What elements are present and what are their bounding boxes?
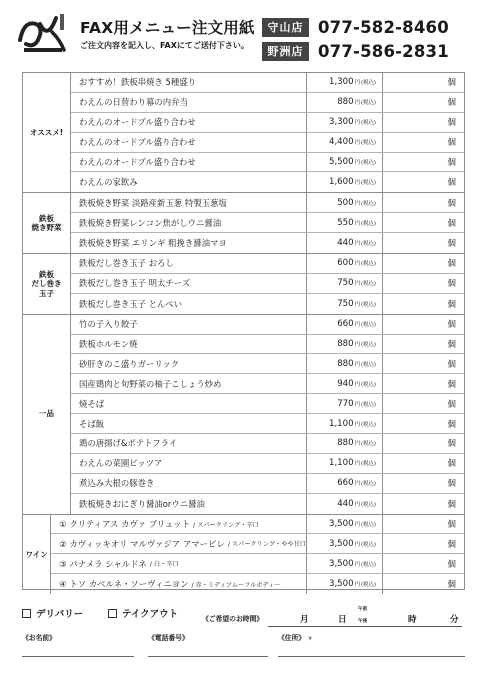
menu-row <box>71 414 464 434</box>
quantity-field[interactable] <box>382 193 464 212</box>
quantity-field[interactable] <box>382 274 464 293</box>
quantity-unit: 個 <box>447 98 456 109</box>
tax-label: (税込) <box>361 281 376 288</box>
yen-label: 円 <box>354 541 360 548</box>
quantity-field[interactable] <box>382 113 464 132</box>
quantity-field[interactable] <box>382 172 464 192</box>
item-name: 鉄板焼き野菜 エリンギ 粗挽き醤油マヨ <box>79 238 227 249</box>
quantity-unit: 個 <box>447 138 456 149</box>
item-price: 880 <box>337 438 354 449</box>
item-price-cell <box>306 454 382 473</box>
name-label: 《お名前》 <box>22 634 56 642</box>
item-name-cell <box>71 454 306 473</box>
quantity-unit: 個 <box>447 580 456 591</box>
quantity-field[interactable] <box>382 213 464 232</box>
menu-row <box>71 354 464 374</box>
item-name-cell <box>51 554 306 573</box>
logo <box>16 10 68 54</box>
yen-label: 円 <box>354 281 360 288</box>
menu-group <box>23 73 464 193</box>
category-label: 一品 <box>23 315 71 514</box>
item-price-cell <box>306 534 382 553</box>
item-name-cell <box>71 193 306 212</box>
quantity-unit: 個 <box>447 218 456 229</box>
category-label: 鉄板 だし巻き 玉子 <box>23 254 71 314</box>
item-name: ④ トソ カベルネ・ソーヴィニヨン <box>59 579 189 590</box>
quantity-field[interactable] <box>382 554 464 573</box>
item-name-cell <box>71 93 306 112</box>
item-price-cell <box>306 374 382 393</box>
item-price: 500 <box>337 197 354 208</box>
item-name: ② カヴィッキオリ マルヴァジア アマービレ <box>59 538 225 549</box>
item-name: 砂肝きのこ盛りガーリック <box>79 358 180 369</box>
yen-label: 円 <box>354 140 360 147</box>
menu-rows <box>71 73 464 192</box>
quantity-unit: 個 <box>447 259 456 270</box>
store-name: 野洲店 <box>262 42 309 61</box>
tax-label: (税込) <box>361 342 376 349</box>
menu-group <box>23 315 464 515</box>
tax-label: (税込) <box>361 561 376 568</box>
tax-label: (税込) <box>361 301 376 308</box>
item-price: 660 <box>337 319 354 330</box>
tax-label: (税込) <box>361 200 376 207</box>
menu-row <box>71 374 464 394</box>
item-name: ① クリティアス カヴァ ブリュット <box>59 519 191 530</box>
item-name: 鉄板ホルモン焼 <box>79 339 138 350</box>
menu-row <box>71 434 464 454</box>
takeout-option[interactable] <box>108 606 178 620</box>
menu-rows <box>71 193 464 253</box>
quantity-field[interactable] <box>382 254 464 273</box>
quantity-unit: 個 <box>447 340 456 351</box>
item-price: 3,500 <box>328 579 354 590</box>
chevron-down-icon: ▼ <box>308 636 313 642</box>
tax-label: (税込) <box>361 421 376 428</box>
store-phone: 077-582-8460 <box>318 17 449 37</box>
item-price-cell <box>306 113 382 132</box>
item-name-cell <box>71 233 306 253</box>
menu-row <box>71 233 464 253</box>
quantity-unit: 個 <box>447 78 456 89</box>
item-note: / 赤・ミディアム〜フルボディ〜 <box>191 581 281 589</box>
yen-label: 円 <box>354 301 360 308</box>
quantity-field[interactable] <box>382 93 464 112</box>
quantity-unit: 個 <box>447 118 456 129</box>
form-title: FAX用メニュー注文用紙 <box>80 19 255 37</box>
item-name: わえんのオードブル盛り合わせ <box>79 137 196 148</box>
item-name-cell <box>71 374 306 393</box>
store-yasu <box>262 40 449 62</box>
item-name-cell <box>71 254 306 273</box>
address-label: 《住所》 <box>278 634 306 642</box>
item-price-cell <box>306 233 382 253</box>
menu-row <box>51 574 464 594</box>
time-field[interactable] <box>268 626 462 627</box>
menu-row <box>71 193 464 213</box>
item-price: 3,500 <box>328 558 354 569</box>
item-price: 3,500 <box>328 519 354 530</box>
item-name: わえんのオードブル盛り合わせ <box>79 157 196 167</box>
item-price: 880 <box>337 339 354 350</box>
month-unit: 月 <box>300 615 309 625</box>
quantity-field[interactable] <box>382 454 464 473</box>
pm-label: 午後 <box>358 619 368 624</box>
delivery-label: デリバリー <box>36 609 84 620</box>
quantity-unit: 個 <box>447 439 456 450</box>
item-price: 1,100 <box>328 418 354 429</box>
tax-label: (税込) <box>361 381 376 388</box>
menu-rows <box>51 515 464 595</box>
hour-unit: 時 <box>408 615 417 625</box>
takeout-checkbox[interactable] <box>108 609 117 618</box>
yen-label: 円 <box>354 361 360 368</box>
order-footer <box>22 598 465 670</box>
item-name-cell <box>71 133 306 152</box>
item-name-cell <box>71 113 306 132</box>
item-name: 鶏の唐揚げ&ポテトフライ <box>79 438 178 449</box>
item-price: 550 <box>337 217 354 228</box>
item-price: 1,100 <box>328 458 354 469</box>
item-price-cell <box>306 294 382 314</box>
item-name: 鉄板だし巻き玉子 とんぺい <box>79 298 182 309</box>
item-price-cell <box>306 315 382 334</box>
tax-label: (税込) <box>361 140 376 147</box>
takeout-label: テイクアウト <box>122 609 179 620</box>
quantity-field[interactable] <box>382 434 464 453</box>
store-moriyama <box>262 16 449 38</box>
quantity-field[interactable] <box>382 394 464 413</box>
item-price: 600 <box>337 258 354 269</box>
tax-label: (税込) <box>361 261 376 268</box>
item-name-cell <box>71 274 306 293</box>
category-label: 鉄板 焼き野菜 <box>23 193 71 253</box>
item-price-cell <box>306 335 382 354</box>
menu-row <box>51 534 464 554</box>
menu-row <box>51 554 464 574</box>
item-price-cell <box>306 133 382 152</box>
item-price-cell <box>306 213 382 232</box>
item-name-cell <box>71 335 306 354</box>
menu-group <box>23 515 464 595</box>
tax-label: (税込) <box>361 522 376 529</box>
quantity-unit: 個 <box>447 479 456 490</box>
item-name-cell <box>71 414 306 433</box>
item-price: 1,300 <box>328 77 354 88</box>
item-price: 5,500 <box>328 157 354 167</box>
item-price-cell <box>306 574 382 594</box>
name-field[interactable] <box>22 656 134 657</box>
menu-row <box>71 254 464 274</box>
yen-label: 円 <box>354 100 360 107</box>
menu-row <box>71 335 464 355</box>
quantity-unit: 個 <box>447 359 456 370</box>
item-price-cell <box>306 494 382 514</box>
quantity-field[interactable] <box>382 534 464 553</box>
item-name: そば飯 <box>79 418 105 429</box>
item-price: 440 <box>337 498 354 509</box>
quantity-field[interactable] <box>382 315 464 334</box>
item-price: 880 <box>337 97 354 108</box>
item-price: 750 <box>337 298 354 309</box>
item-name: 鉄板焼き野菜レンコン焦がしウニ醤油 <box>79 217 222 228</box>
tax-label: (税込) <box>361 481 376 488</box>
menu-row <box>71 213 464 233</box>
quantity-unit: 個 <box>447 520 456 531</box>
item-price-cell <box>306 153 382 172</box>
quantity-unit: 個 <box>447 198 456 209</box>
menu-group <box>23 193 464 254</box>
yen-label: 円 <box>354 200 360 207</box>
item-name: 鉄板焼きおにぎり醤油orウニ醤油 <box>79 498 205 509</box>
item-name: 竹の子入り餃子 <box>79 319 138 330</box>
item-price-cell <box>306 172 382 192</box>
yen-label: 円 <box>354 561 360 568</box>
yen-label: 円 <box>354 522 360 529</box>
menu-row <box>71 153 464 173</box>
quantity-field[interactable] <box>382 233 464 253</box>
quantity-unit: 個 <box>447 459 456 470</box>
item-price: 1,600 <box>328 177 354 188</box>
item-name-cell <box>51 515 306 534</box>
yen-label: 円 <box>354 180 360 187</box>
item-name: 鉄板だし巻き玉子 明太チーズ <box>79 278 191 289</box>
yen-label: 円 <box>354 441 360 448</box>
menu-row <box>71 394 464 414</box>
quantity-field[interactable] <box>382 494 464 514</box>
quantity-field[interactable] <box>382 374 464 393</box>
item-name: 煮込み大根の豚巻き <box>79 478 155 489</box>
menu-row <box>71 454 464 474</box>
menu-row <box>71 315 464 335</box>
item-note: / 白・辛口 <box>149 561 179 569</box>
header <box>0 0 480 62</box>
quantity-field[interactable] <box>382 354 464 373</box>
yen-label: 円 <box>354 241 360 248</box>
quantity-unit: 個 <box>447 299 456 310</box>
menu-row <box>71 133 464 153</box>
category-label: ワイン <box>23 515 51 595</box>
quantity-unit: 個 <box>447 379 456 390</box>
tax-label: (税込) <box>361 220 376 227</box>
tax-label: (税込) <box>361 461 376 468</box>
yen-label: 円 <box>354 322 360 329</box>
tax-label: (税込) <box>361 501 376 508</box>
menu-row <box>71 113 464 133</box>
item-price-cell <box>306 394 382 413</box>
item-name-cell <box>71 394 306 413</box>
item-price: 3,300 <box>328 117 354 128</box>
tax-label: (税込) <box>361 322 376 329</box>
address-field-label <box>278 632 312 642</box>
phone-label: 《電話番号》 <box>148 634 189 642</box>
item-name-cell <box>71 153 306 172</box>
tax-label: (税込) <box>361 541 376 548</box>
item-name-cell <box>71 73 306 92</box>
tax-label: (税込) <box>361 401 376 408</box>
item-price-cell <box>306 434 382 453</box>
quantity-unit: 個 <box>447 279 456 290</box>
form-subtitle: ご注文内容を記入し、FAXにてご送付下さい。 <box>80 41 249 50</box>
item-note: / スパークリング・やや甘口 <box>227 541 306 549</box>
item-price: 3,500 <box>328 538 354 549</box>
day-unit: 日 <box>338 615 347 625</box>
quantity-field[interactable] <box>382 515 464 534</box>
item-price-cell <box>306 274 382 293</box>
item-price-cell <box>306 474 382 493</box>
quantity-field[interactable] <box>382 474 464 493</box>
item-name-cell <box>71 354 306 373</box>
quantity-field[interactable] <box>382 335 464 354</box>
item-price-cell <box>306 354 382 373</box>
yen-label: 円 <box>354 501 360 508</box>
menu-table <box>22 72 465 590</box>
item-price-cell <box>306 193 382 212</box>
item-name: わえんの日替わり幕の内弁当 <box>79 97 188 108</box>
menu-row <box>71 172 464 192</box>
item-name: ③ パナメラ シャルドネ <box>59 558 147 569</box>
quantity-unit: 個 <box>447 539 456 550</box>
item-price: 770 <box>337 398 354 409</box>
tax-label: (税込) <box>361 100 376 107</box>
quantity-field[interactable] <box>382 294 464 314</box>
tax-label: (税込) <box>361 160 376 166</box>
menu-row <box>71 294 464 314</box>
menu-row <box>71 73 464 93</box>
store-name: 守山店 <box>262 18 309 37</box>
quantity-unit: 個 <box>447 399 456 410</box>
item-name-cell <box>71 494 306 514</box>
quantity-unit: 個 <box>447 419 456 430</box>
quantity-unit: 個 <box>447 320 456 331</box>
item-price: 440 <box>337 238 354 249</box>
address-field[interactable] <box>278 656 465 657</box>
item-price-cell <box>306 414 382 433</box>
time-label: 《ご希望のお時間》 <box>202 615 264 623</box>
tax-label: (税込) <box>361 120 376 127</box>
menu-group <box>23 254 464 315</box>
minute-unit: 分 <box>450 615 459 625</box>
item-name: わえんのオードブル盛り合わせ <box>79 117 196 128</box>
item-name-cell <box>51 534 306 553</box>
quantity-field[interactable] <box>382 73 464 92</box>
item-name-cell <box>71 315 306 334</box>
tax-label: (税込) <box>361 241 376 248</box>
yen-label: 円 <box>354 120 360 127</box>
item-note: / スパークリング・辛口 <box>193 521 259 529</box>
menu-rows <box>71 315 464 514</box>
yen-label: 円 <box>354 342 360 349</box>
yen-label: 円 <box>354 220 360 227</box>
menu-row <box>71 474 464 494</box>
item-price-cell <box>306 73 382 92</box>
yen-label: 円 <box>354 261 360 268</box>
category-label: オススメ! <box>23 73 71 192</box>
item-price-cell <box>306 515 382 534</box>
item-name: 鉄板だし巻き玉子 おろし <box>79 258 174 269</box>
yen-label: 円 <box>354 160 360 166</box>
item-price: 660 <box>337 478 354 489</box>
item-price-cell <box>306 93 382 112</box>
item-name-cell <box>71 172 306 192</box>
tax-label: (税込) <box>361 180 376 187</box>
item-price-cell <box>306 554 382 573</box>
item-name: わえんの菜園ピッツア <box>79 458 163 469</box>
item-name-cell <box>51 574 306 594</box>
yen-label: 円 <box>354 421 360 428</box>
quantity-unit: 個 <box>447 239 456 250</box>
tax-label: (税込) <box>361 441 376 448</box>
menu-row <box>51 515 464 535</box>
item-price: 880 <box>337 358 354 369</box>
item-name-cell <box>71 434 306 453</box>
item-price: 4,400 <box>328 137 354 148</box>
item-name-cell <box>71 213 306 232</box>
yen-label: 円 <box>354 461 360 468</box>
phone-field[interactable] <box>148 656 268 657</box>
delivery-checkbox[interactable] <box>22 609 31 618</box>
item-name: 鉄板焼き野菜 淡路産新玉葱 特製玉葱塩 <box>79 197 227 208</box>
yen-label: 円 <box>354 401 360 408</box>
item-name: おすすめ！鉄板串焼き 5種盛り <box>79 77 196 88</box>
quantity-field[interactable] <box>382 133 464 152</box>
item-name: 国産鶏肉と旬野菜の柚子こしょう炒め <box>79 378 222 389</box>
quantity-field[interactable] <box>382 153 464 172</box>
quantity-field[interactable] <box>382 414 464 433</box>
am-label: 午前 <box>358 607 368 612</box>
yen-label: 円 <box>354 381 360 388</box>
item-price-cell <box>306 254 382 273</box>
yen-label: 円 <box>354 481 360 488</box>
yen-label: 円 <box>354 582 360 589</box>
item-name-cell <box>71 474 306 493</box>
menu-row <box>71 93 464 113</box>
store-phone: 077-586-2831 <box>318 41 449 61</box>
quantity-unit: 個 <box>447 559 456 570</box>
item-name-cell <box>71 294 306 314</box>
item-price: 940 <box>337 378 354 389</box>
item-name: わえんの家飲み <box>79 177 138 188</box>
quantity-unit: 個 <box>447 178 456 189</box>
item-name: 焼そば <box>79 398 105 409</box>
menu-rows <box>71 254 464 314</box>
tax-label: (税込) <box>361 361 376 368</box>
yen-label: 円 <box>354 80 360 87</box>
menu-row <box>71 494 464 514</box>
tax-label: (税込) <box>361 582 376 589</box>
delivery-option[interactable] <box>22 606 83 620</box>
quantity-unit: 個 <box>447 158 456 168</box>
quantity-field[interactable] <box>382 574 464 594</box>
quantity-unit: 個 <box>447 499 456 510</box>
menu-row <box>71 274 464 294</box>
item-price: 750 <box>337 278 354 289</box>
tax-label: (税込) <box>361 80 376 87</box>
